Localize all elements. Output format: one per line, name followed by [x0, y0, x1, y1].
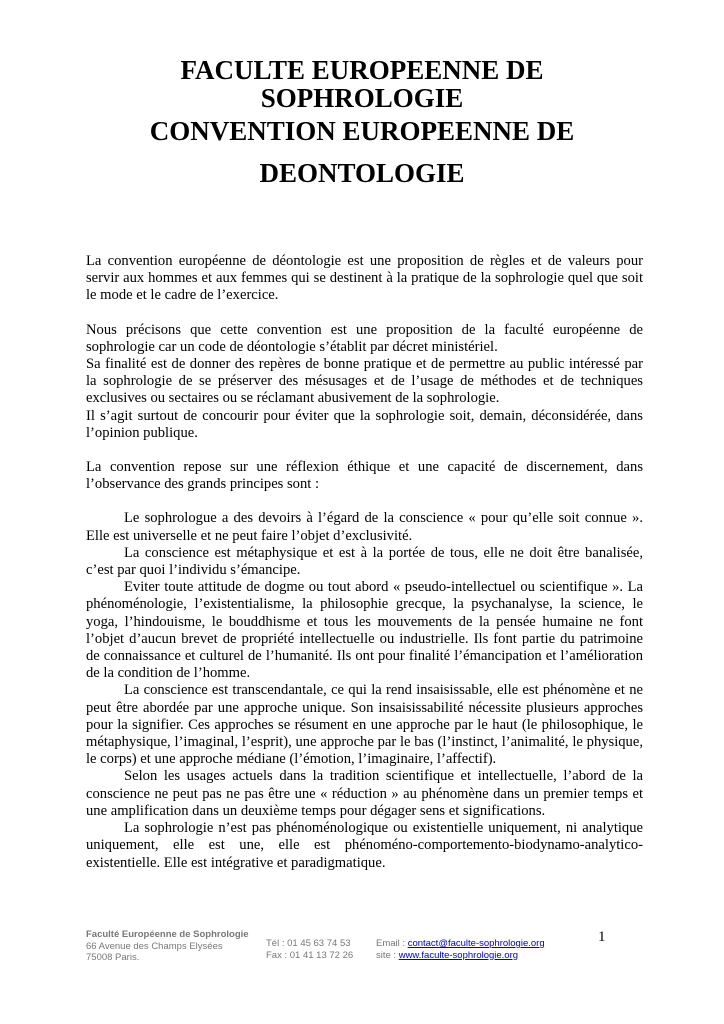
paragraph-principles-intro: La convention repose sur une réflexion éthique et une capacité de discernement, dans l’observance des grands principes sont :: [86, 459, 643, 493]
title-line-3: CONVENTION EUROPEENNE DE: [149, 116, 575, 146]
footer-address: [86, 929, 249, 964]
paragraph-purpose: Sa finalité est de donner des repères de bonne pratique et de permettre au public intéressé par la sophrologie de se préserver des mésusages et de l’usage de méthodes et de techniques exclusives ou sectaires ou se réclamant abusivement de la sophrologie.: [86, 356, 643, 407]
footer-site-label: site :: [376, 949, 399, 961]
title-line-4: DEONTOLOGIE: [259, 158, 465, 188]
footer-site-link[interactable]: www.faculte-sophrologie.org: [398, 949, 519, 961]
principle-1: Le sophrologue a des devoirs à l’égard de la conscience « pour qu’elle soit connue ». Elle est universelle et ne peut faire l’objet d’exclusivité.: [86, 510, 643, 544]
page-number: 1: [598, 929, 606, 945]
principle-3: Eviter toute attitude de dogme ou tout abord « pseudo-intellectuel ou scientifique ». La phénoménologie, l’existentialisme, la philosophie grecque, la psychanalyse, la science, le yoga, l’hindouisme, le bouddhisme et tous les mouvements de la pensée humaine ne font l’objet d’aucun brevet de propriété intellectuelle ou industrielle. Ils font partie du patrimoine de connaissance et culturel de l’humanité. Ils ont pour finalité l’émancipation et l’amélioration de la condition de l’homme.: [86, 579, 643, 682]
footer-email-link[interactable]: contact@faculte-sophrologie.org: [407, 938, 545, 949]
principle-5: Selon les usages actuels dans la tradition scientifique et intellectuelle, l’abord de la conscience ne peut pas ne pas être une « réduction » au phénomène dans un premier temps et une amplification dans un deuxième temps pour dégager sens et significations.: [86, 768, 643, 819]
footer-fax: Fax : 01 41 13 72 26: [266, 949, 354, 961]
paragraph-intro: La convention européenne de déontologie est une proposition de règles et de valeurs pour servir aux hommes et aux femmes qui se destinent à la pratique de la sophrologie quel que soit le mode et le cadre de l’exercice.: [86, 253, 643, 304]
principle-2: La conscience est métaphysique et est à la portée de tous, elle ne doit être banalisée, c’est par quoi l’individu s’émancipe.: [86, 544, 643, 579]
title-line-1: FACULTE EUROPEENNE DE: [180, 55, 544, 85]
title-line-2: SOPHROLOGIE: [260, 83, 464, 113]
footer-email-label: Email :: [376, 938, 408, 949]
document-body: [86, 253, 643, 872]
footer-tel: Tél : 01 45 63 74 53: [266, 938, 351, 949]
footer-phone: [266, 938, 353, 961]
principle-4: La conscience est transcendantale, ce qui la rend insaisissable, elle est phénomène et ne peut être abordée par une approche unique. Son insaisissabilité nécessite plusieurs approches pour la signifier. Ces approches se résument en une approche par le haut (le philosophique, le métaphysique, l’imaginal, l’esprit), une approche par le bas (l’instinct, l’animalité, le physique, le corps) et une approche médiane (l’émotion, l’imaginaire, l’affectif).: [86, 682, 643, 768]
paragraph-proposal: Nous précisons que cette convention est une proposition de la faculté européenne de sophrologie car un code de déontologie s’établit par décret ministériel.: [86, 321, 643, 355]
footer-address-line-1: 66 Avenue des Champs Elysées: [86, 940, 223, 952]
footer-org-name: Faculté Européenne de Sophrologie: [86, 929, 249, 940]
principle-6: La sophrologie n’est pas phénoménologique ou existentielle uniquement, ni analytique uniquement, elle est une, elle est phénoméno-comportemento-biodynamo-analytico-existentielle. Elle est intégrative et paradigmatique.: [86, 820, 643, 871]
paragraph-goal: Il s’agit surtout de concourir pour éviter que la sophrologie soit, demain, déconsidérée, dans l’opinion publique.: [86, 407, 643, 441]
footer-contact: [376, 938, 545, 961]
footer-address-line-2: 75008 Paris.: [86, 952, 140, 963]
